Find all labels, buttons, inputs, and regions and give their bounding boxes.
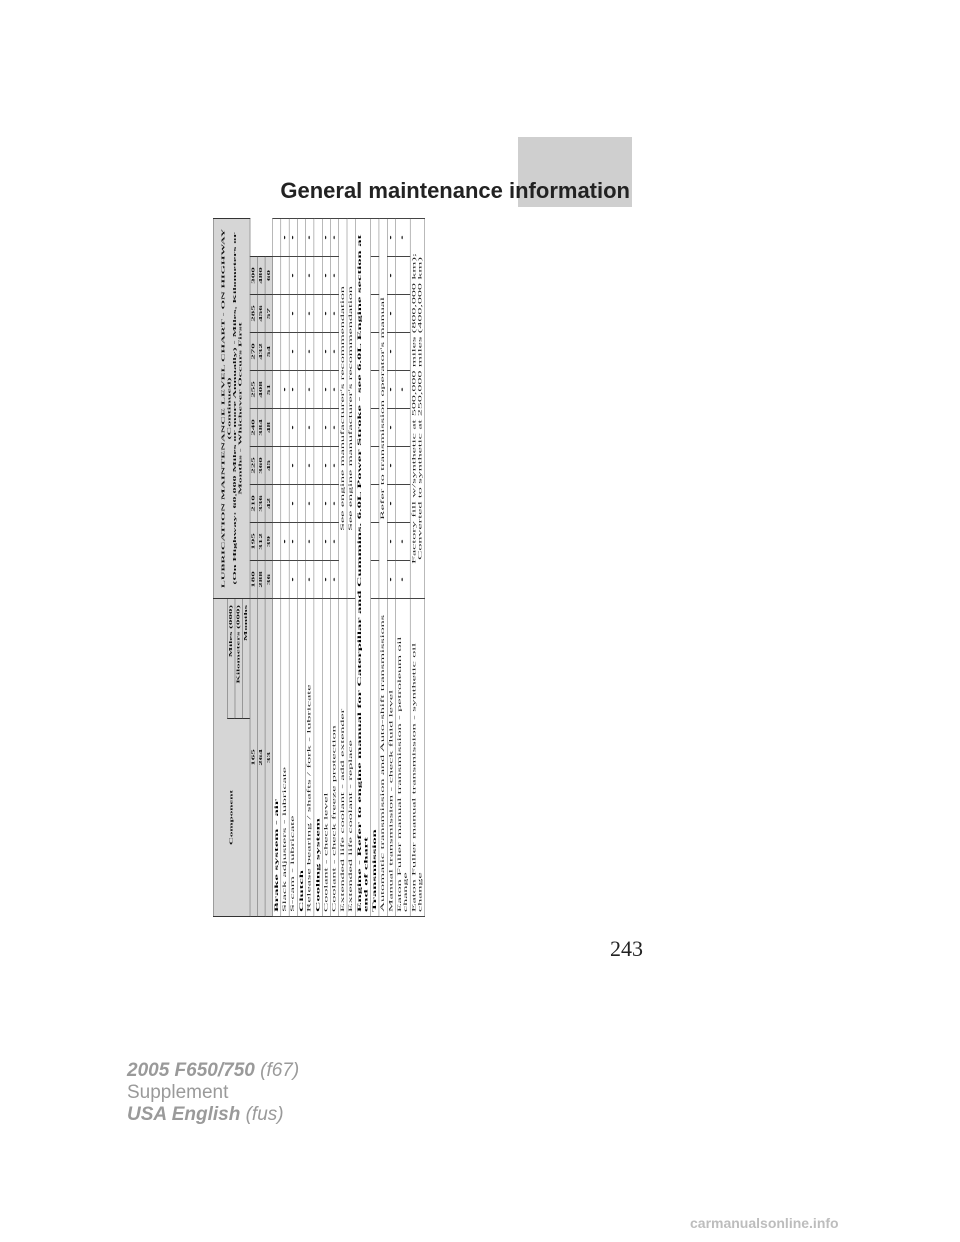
table-title-line1: LUBRICATION MAINTENANCE LEVEL CHART - ON HIGHWAY (Continued) [220,228,232,589]
bullet-mark: • [289,561,297,599]
bullet-mark: • [387,523,395,561]
bullet-mark: • [281,218,289,256]
empty-cell [281,447,289,485]
bullet-mark: • [387,485,395,523]
section-cooling-system [314,218,322,916]
footer-language: USA English [127,1104,241,1125]
footer-line3 [127,1104,299,1126]
row-release-bearing [306,218,314,916]
months-row-value: 36 [265,561,273,599]
kilometers-row-value: 264 [258,599,266,917]
row-coolant-level [322,218,330,916]
months-row-value: 54 [265,333,273,371]
months-row-value: 33 [265,599,273,917]
bullet-mark: • [281,523,289,561]
bullet-mark: • [322,561,330,599]
months-row-value: 45 [265,447,273,485]
bullet-mark: • [387,218,395,256]
row-eaton-synthetic-note-line1: Factory fill w/synthetic at 500,000 miles (800,000 km); [411,253,418,564]
bullet-mark: • [306,295,314,333]
empty-cell [314,409,322,447]
miles-row-value: 285 [250,295,258,333]
row-extended-coolant-replace-note: See engine manufacturer's recommendation [347,218,355,598]
row-extended-coolant-replace [347,218,355,916]
bullet-mark: • [387,371,395,409]
empty-cell [273,371,281,409]
bullet-mark: • [330,333,338,371]
empty-cell [371,523,379,561]
bullet-mark: • [330,447,338,485]
bullet-mark: • [306,561,314,599]
row-s-cam [289,218,297,916]
bullet-mark: • [281,371,289,409]
row-automatic-transmission-label: Automatic transmission and Auto-shift transmissions [379,599,387,917]
bullet-mark: • [330,561,338,599]
empty-cell [281,333,289,371]
bullet-mark: • [306,447,314,485]
bullet-mark: • [306,485,314,523]
bullet-mark: • [330,523,338,561]
empty-cell [273,561,281,599]
bullet-mark: • [387,447,395,485]
row-extended-coolant-replace-label: Extended life coolant - replace [347,599,355,917]
empty-cell [273,333,281,371]
empty-cell [281,485,289,523]
kilometers-row-value: 432 [258,333,266,371]
miles-label: Miles (000) [227,599,235,719]
bullet-mark: • [322,333,330,371]
row-manual-transmission-label: Manual transmission - check fluid level [387,599,395,917]
bullet-mark: • [322,371,330,409]
months-row-value: 51 [265,371,273,409]
empty-cell [297,333,305,371]
empty-cell [314,447,322,485]
kilometers-row-value: 288 [258,561,266,599]
kilometers-row-value: 336 [258,485,266,523]
empty-cell [273,409,281,447]
row-manual-transmission [387,218,395,916]
empty-cell [314,485,322,523]
bullet-mark: • [387,409,395,447]
bullet-mark: • [395,371,410,409]
bullet-mark: • [306,218,314,256]
section-clutch [297,218,305,916]
empty-cell [371,218,379,256]
miles-row [250,218,258,916]
bullet-mark: • [289,409,297,447]
row-automatic-transmission-note: Refer to transmission operator's manual [379,218,387,598]
bullet-mark: • [322,218,330,256]
bullet-mark: • [322,409,330,447]
miles-row-value: 300 [250,257,258,295]
table-title [213,218,250,598]
bullet-mark: • [330,371,338,409]
row-automatic-transmission [379,218,387,916]
row-extended-coolant-add-note: See engine manufacturer's recommendation [339,218,347,598]
bullet-mark: • [306,257,314,295]
empty-cell [371,561,379,599]
empty-cell [273,218,281,256]
bullet-mark: • [306,333,314,371]
footer-line2: Supplement [127,1082,229,1103]
footer-model: 2005 F650/750 [127,1060,255,1081]
bullet-mark: • [289,257,297,295]
bullet-mark: • [322,447,330,485]
empty-cell [273,523,281,561]
months-row-value: 57 [265,295,273,333]
footer-language-code: (fus) [245,1104,284,1125]
empty-cell [314,295,322,333]
empty-cell [314,218,322,256]
row-slack-adjusters [281,218,289,916]
bullet-mark: • [289,447,297,485]
row-eaton-petroleum [395,218,410,916]
kilometers-row-value: 480 [258,257,266,295]
months-row-value: 39 [265,523,273,561]
bullet-mark: • [395,561,410,599]
miles-row-value: 270 [250,333,258,371]
empty-cell [273,485,281,523]
row-eaton-petroleum-label: Eaton Fuller manual transmission - petroleum oil change [395,599,410,917]
section-engine-label: Engine - Refer to engine manual for Caterpillar and Cummins. 6.0L Power Stroke - see 6.0L Engine section at end of chart [355,218,370,916]
empty-cell [314,371,322,409]
bullet-mark: • [395,523,410,561]
empty-cell [297,523,305,561]
component-header [213,599,250,917]
section-engine [355,218,370,916]
empty-cell [395,257,410,295]
empty-cell [371,447,379,485]
bullet-mark: • [330,295,338,333]
miles-row-value: 225 [250,447,258,485]
bullet-mark: • [387,333,395,371]
empty-cell [297,295,305,333]
bullet-mark: • [289,218,297,256]
empty-cell [297,218,305,256]
empty-cell [395,447,410,485]
section-brake-system-label: Brake system - air [273,599,281,917]
section-transmission [371,218,379,916]
section-title: General maintenance information [280,178,630,203]
empty-cell [314,333,322,371]
kilometers-row [258,218,266,916]
maintenance-table [213,218,425,917]
row-eaton-synthetic [410,218,425,916]
empty-cell [371,333,379,371]
bullet-mark: • [289,371,297,409]
table-title-line2: (On Highway: 60,000 Miles or more Annually) - Miles, Kilometers or Months - Whichever Occurs First [231,232,243,585]
section-clutch-label: Clutch [297,599,305,917]
table-title-row [213,218,250,916]
section-cooling-system-label: Cooling system [314,599,322,917]
months-row-value: 48 [265,409,273,447]
kilometers-row-value: 360 [258,447,266,485]
component-header-label: Component [229,790,234,846]
footer-line1 [127,1060,299,1082]
kilometers-row-value: 312 [258,523,266,561]
kilometers-row-value: 384 [258,409,266,447]
empty-cell [281,409,289,447]
empty-cell [281,561,289,599]
empty-cell [371,409,379,447]
row-extended-coolant-add [339,218,347,916]
empty-cell [371,295,379,333]
kilometers-label: Kilometers (000) [235,599,243,719]
bullet-mark: • [306,371,314,409]
empty-cell [314,523,322,561]
bullet-mark: • [330,409,338,447]
empty-cell [395,333,410,371]
empty-cell [297,447,305,485]
bullet-mark: • [289,333,297,371]
bullet-mark: • [322,295,330,333]
empty-cell [297,485,305,523]
months-row-value: 60 [265,257,273,295]
months-row-value: 42 [265,485,273,523]
row-release-bearing-label: Release bearing / shafts / fork - lubricate [306,599,314,917]
miles-row-value: 210 [250,485,258,523]
section-brake-system [273,218,281,916]
miles-row-value: 255 [250,371,258,409]
miles-row-value: 240 [250,409,258,447]
bullet-mark: • [387,295,395,333]
empty-cell [297,409,305,447]
row-coolant-level-label: Coolant - check level [322,599,330,917]
months-label: Months [242,599,250,719]
empty-cell [314,257,322,295]
empty-cell [371,485,379,523]
footer-model-code: (f67) [260,1060,300,1081]
miles-row-value: 180 [250,561,258,599]
empty-cell [371,371,379,409]
miles-row-value: 195 [250,523,258,561]
empty-cell [273,447,281,485]
row-slack-adjusters-label: Slack adjusters - lubricate [281,599,289,917]
bullet-mark: • [306,409,314,447]
row-eaton-synthetic-note [410,218,425,598]
row-eaton-synthetic-label: Eaton Fuller manual transmission - synthetic oil change [410,599,425,917]
bullet-mark: • [387,257,395,295]
bullet-mark: • [330,218,338,256]
empty-cell [297,257,305,295]
bullet-mark: • [330,257,338,295]
bullet-mark: • [322,485,330,523]
bullet-mark: • [289,295,297,333]
row-coolant-freeze [330,218,338,916]
bullet-mark: • [322,257,330,295]
empty-cell [297,561,305,599]
empty-cell [273,295,281,333]
row-s-cam-label: S-cam - lubricate [289,599,297,917]
section-transmission-label: Transmission [371,599,379,917]
row-eaton-synthetic-note-line2: Converted to synthetic at 250,000 miles (400,000 km) [417,257,424,560]
row-coolant-freeze-label: Coolant - check freeze protection [330,599,338,917]
empty-cell [297,371,305,409]
bullet-mark: • [387,561,395,599]
kilometers-row-value: 408 [258,371,266,409]
page-number: 243 [610,936,643,961]
watermark: carmanualsonline.info [690,1215,839,1231]
row-extended-coolant-add-label: Extended life coolant - add extender [339,599,347,917]
kilometers-row-value: 456 [258,295,266,333]
bullet-mark: • [395,218,410,256]
bullet-mark: • [330,485,338,523]
bullet-mark: • [306,523,314,561]
empty-cell [395,485,410,523]
bullet-mark: • [289,523,297,561]
miles-row-value: 165 [250,599,258,917]
empty-cell [395,409,410,447]
empty-cell [314,561,322,599]
empty-cell [273,257,281,295]
empty-cell [371,257,379,295]
footer [127,1060,299,1126]
empty-cell [281,257,289,295]
empty-cell [395,295,410,333]
months-row [265,218,273,916]
bullet-mark: • [289,485,297,523]
bullet-mark: • [322,523,330,561]
empty-cell [281,295,289,333]
